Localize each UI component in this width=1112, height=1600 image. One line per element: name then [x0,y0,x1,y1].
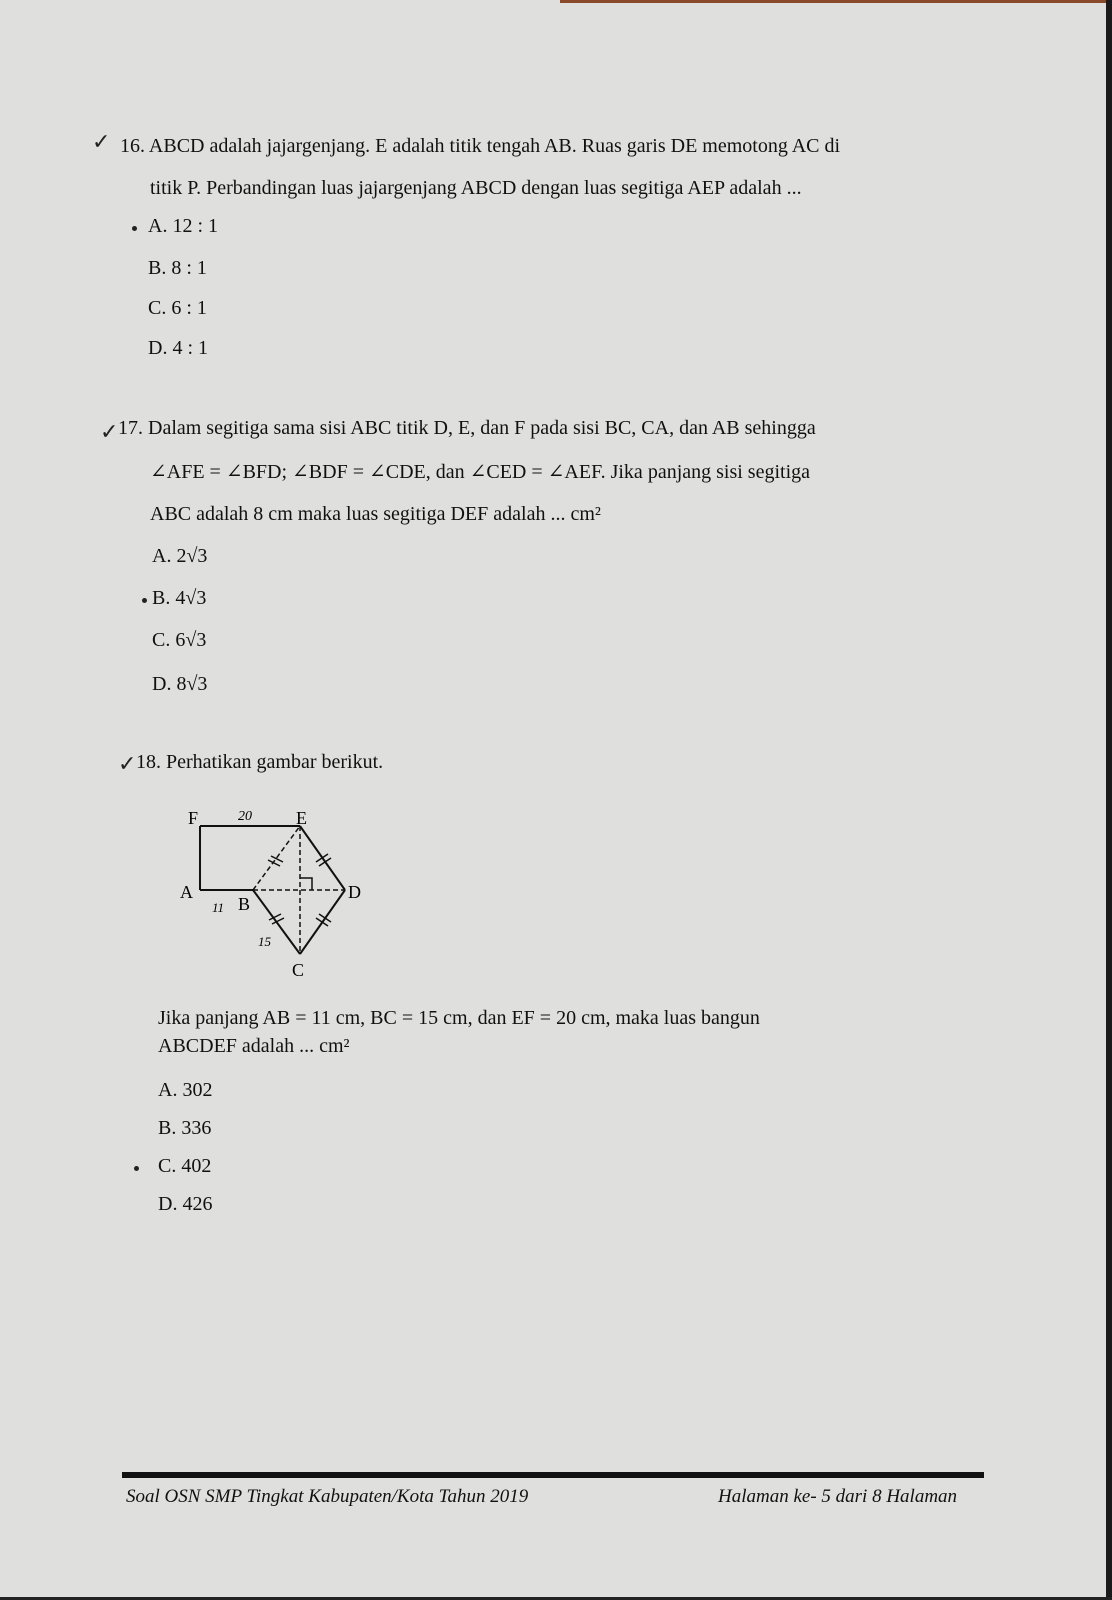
handwritten-bc: 15 [258,934,271,949]
option-b[interactable]: B. 336 [158,1117,212,1139]
option-d[interactable]: D. 426 [158,1193,213,1215]
checkmark-icon: ✓ [100,420,119,445]
question-18-line1: Jika panjang AB = 11 cm, BC = 15 cm, dan EF = 20 cm, maka luas bangun [158,1007,760,1029]
question-18 [136,752,383,772]
option-c[interactable]: C. 402 [158,1155,212,1177]
option-d[interactable]: D. 4 : 1 [148,337,208,359]
question-number: 18. [136,751,161,773]
option-c[interactable]: C. 6√3 [152,629,207,651]
option-c[interactable]: C. 6 : 1 [148,297,207,319]
hexagon-figure [170,800,380,1000]
label-a: A [180,882,193,902]
question-text-line: ABCD adalah jajargenjang. E adalah titik tengah AB. Ruas garis DE memotong AC di [148,135,841,157]
label-c: C [292,960,305,980]
question-17-line3: ABC adalah 8 cm maka luas segitiga DEF adalah ... cm² [150,503,601,525]
answer-mark [134,1166,139,1171]
checkmark-icon: ✓ [92,130,111,155]
question-number: 16. [120,135,145,157]
question-16 [120,136,840,156]
footer-title: Soal OSN SMP Tingkat Kabupaten/Kota Tahun 2019 [126,1486,529,1507]
option-a[interactable]: A. 2√3 [152,545,208,567]
label-b: B [238,894,251,914]
question-text-line: Perhatikan gambar berikut. [166,751,384,773]
footer-rule [122,1472,984,1478]
question-17 [118,418,816,438]
option-b[interactable]: B. 8 : 1 [148,257,207,279]
option-b[interactable]: B. 4√3 [152,587,207,609]
option-a[interactable]: A. 12 : 1 [148,215,218,237]
right-angle-mark [300,878,312,890]
handwritten-ef: 20 [238,809,252,824]
paper-edge-right [1106,0,1112,1600]
label-e: E [296,808,307,828]
question-17-line2: ∠AFE = ∠BFD; ∠BDF = ∠CDE, dan ∠CED = ∠AEF. Jika panjang sisi segitiga [150,461,811,483]
option-a[interactable]: A. 302 [158,1079,213,1101]
answer-mark [142,598,147,603]
question-16-line2: titik P. Perbandingan luas jajargenjang ABCD dengan luas segitiga AEP adalah ... [150,177,802,199]
label-d: D [348,882,361,902]
question-18-line2: ABCDEF adalah ... cm² [158,1035,350,1057]
checkmark-icon: ✓ [118,752,137,777]
paper-edge-top [560,0,1112,3]
page-indicator: Halaman ke- 5 dari 8 Halaman [718,1486,958,1507]
option-d[interactable]: D. 8√3 [152,673,208,695]
handwritten-ab: 11 [212,900,225,915]
question-number: 17. [118,417,143,439]
answer-mark [132,226,137,231]
label-f: F [188,808,199,828]
question-text-line: Dalam segitiga sama sisi ABC titik D, E, dan F pada sisi BC, CA, dan AB sehingga [148,417,816,439]
